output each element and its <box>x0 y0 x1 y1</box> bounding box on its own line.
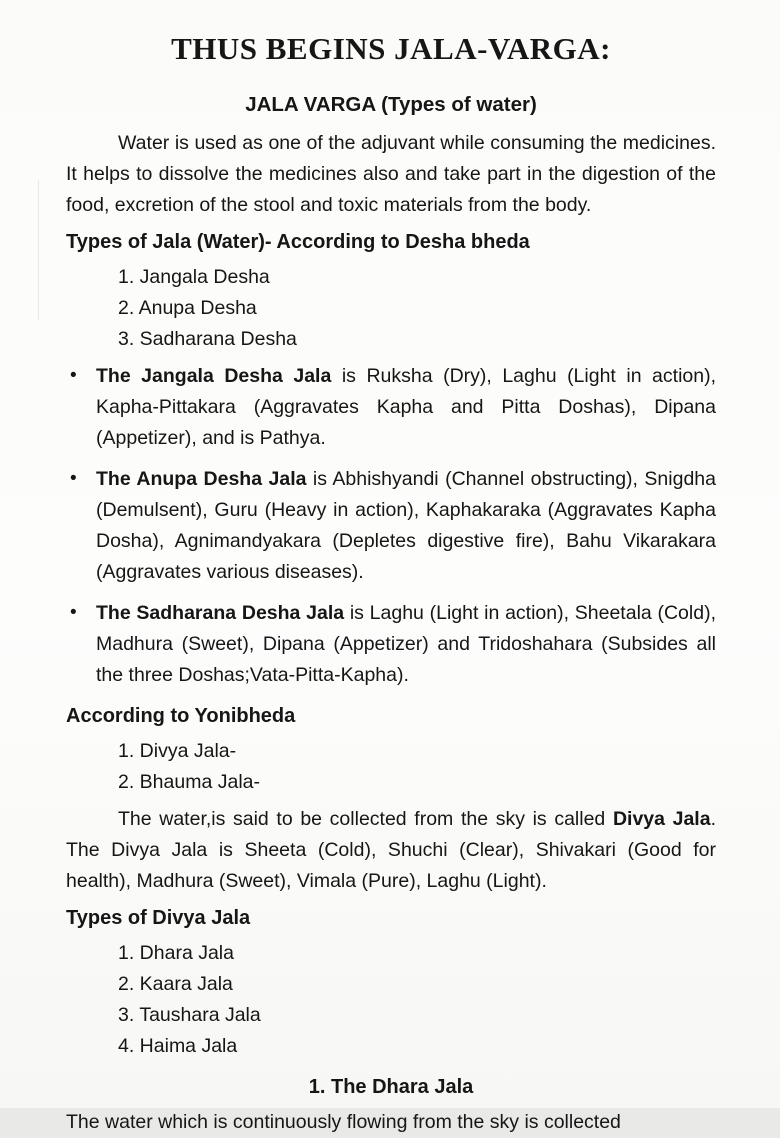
heading-desha-bheda: Types of Jala (Water)- According to Desha bheda <box>66 231 530 254</box>
list-item: 1. Divya Jala- <box>118 740 237 763</box>
bullet-text: is Laghu (Light in action), Sheetala (Cold), Madhura (Sweet), Dipana (Appetizer) and Tridoshahara (Subsides all the three Doshas;Vata-Pitta-Kapha). <box>96 602 716 687</box>
yonibheda-list <box>66 736 716 798</box>
divya-jala-list <box>66 938 716 1062</box>
bullet-jangala <box>66 361 716 454</box>
bullet-icon: • <box>70 365 77 387</box>
desha-list <box>66 262 716 355</box>
heading-yonibheda: According to Yonibheda <box>66 705 296 728</box>
bullet-icon: • <box>70 468 77 490</box>
list-item: 1. Dhara Jala <box>118 942 234 965</box>
list-item: 1. Jangala Desha <box>118 266 270 289</box>
bullet-lead: The Anupa Desha Jala <box>96 468 307 491</box>
main-title: THUS BEGINS JALA-VARGA: <box>171 31 611 66</box>
heading-dhara-jala: 1. The Dhara Jala <box>308 1076 474 1099</box>
dhara-paragraph: The water which is continuously flowing from the sky is collected <box>66 1111 621 1134</box>
paragraph-bold: Divya Jala <box>612 808 711 831</box>
subtitle: JALA VARGA (Types of water) <box>245 93 537 117</box>
bullet-icon: • <box>70 602 77 624</box>
heading-types-divya-jala: Types of Divya Jala <box>66 907 251 930</box>
paragraph-text: . The Divya Jala is Sheeta (Cold), Shuchi (Clear), Shivakari (Good for health), Madhura (Sweet), Vimala (Pure), Laghu (Light). <box>66 808 716 893</box>
intro-paragraph: Water is used as one of the adjuvant while consuming the medicines. It helps to dissolve the medicines also and take part in the digestion of the food, excretion of the stool and toxic materials from the body. <box>66 132 716 217</box>
list-item: 2. Bhauma Jala- <box>118 771 260 794</box>
scan-crease <box>38 180 39 320</box>
divya-jala-paragraph <box>66 804 716 897</box>
bullet-anupa <box>66 464 716 588</box>
bullet-text: is Ruksha (Dry), Laghu (Light in action), Kapha-Pittakara (Aggravates Kapha and Pitta Doshas), Dipana (Appetizer), and is Pathya. <box>96 365 716 450</box>
list-item: 2. Anupa Desha <box>118 297 257 320</box>
list-item: 2. Kaara Jala <box>118 973 233 996</box>
list-item: 4. Haima Jala <box>118 1035 238 1058</box>
paragraph-text: The water,is said to be collected from the sky is called <box>118 808 613 831</box>
bullet-lead: The Jangala Desha Jala <box>96 365 332 388</box>
list-item: 3. Taushara Jala <box>118 1004 261 1027</box>
bullet-text: is Abhishyandi (Channel obstructing), Snigdha (Demulsent), Guru (Heavy in action), Kaphakaraka (Aggravates Kapha Dosha), Agnimandyakara (Depletes digestive fire), Bahu Vikarakara (Aggravates various diseases). <box>96 468 716 584</box>
bullet-lead: The Sadharana Desha Jala <box>96 602 345 625</box>
bullet-sadharana <box>66 598 716 691</box>
list-item: 3. Sadharana Desha <box>118 328 297 351</box>
